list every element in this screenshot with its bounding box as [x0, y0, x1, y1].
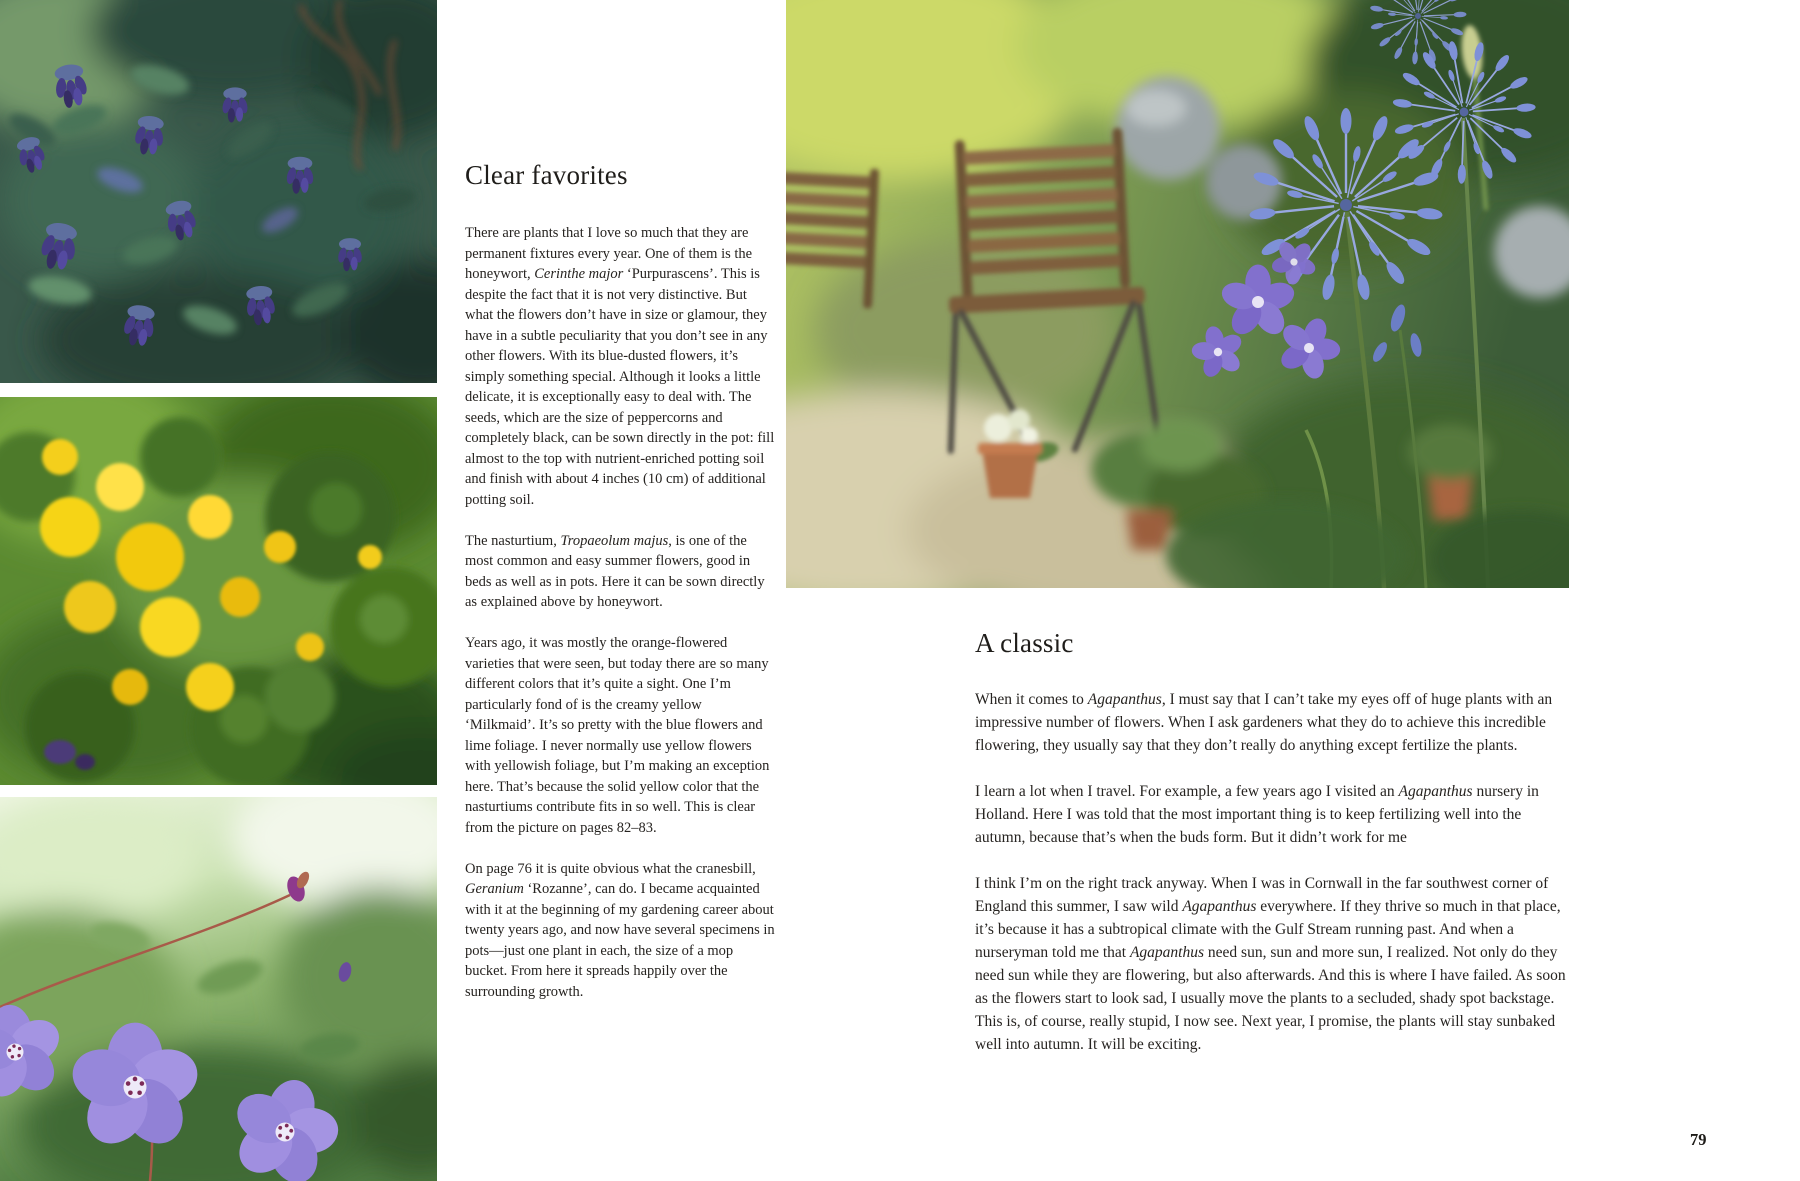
nasturtium-photo-illustration [0, 397, 437, 785]
latin-plant-name: Agapanthus [1087, 691, 1162, 708]
paragraph [975, 872, 1569, 1056]
text-run: , I must say that I can’t take my eyes off of huge plants with an impressive number of flowers. When I ask gardeners what they do to achieve this incredible flowering, they usually say that they don’t really do anything except fertilize the plants. [975, 691, 1553, 754]
text-run: When it comes to [975, 691, 1088, 708]
text-run: Years ago, it was mostly the orange-flowered varieties that were seen, but today there are so many different colors that it’s quite a sight. One I’m particularly fond of is the creamy yellow ‘Milkmaid’. It’s so pretty with the blue flowers and lime foliage. I never normally use yellow flowers with yellowish foliage, but I’m making an exception here. That’s because the solid yellow color that the nasturtiums contribute fits in so well. This is clear from the picture on pages 82–83. [465, 635, 770, 836]
text-run: On page 76 it is quite obvious what the cranesbill, [465, 860, 756, 877]
text-run: The nasturtium, [465, 532, 561, 549]
text-run: ‘Purpurascens’. This is despite the fact that it is not very distinctive. But what the flowers don’t have in size or glamour, they have in a subtle peculiarity that you don’t see in any other flowers. With its blue-dusted flowers, it’s simply something special. Although it looks a little delicate, it is exceptionally easy to deal with. The seeds, which are the size of peppercorns and completely black, can be sown directly in the pot: fill almost to the top with nutrient-enriched potting soil and finish with about 4 inches (10 cm) of additional potting soil. [465, 266, 775, 508]
paragraph [465, 223, 775, 510]
text-run: need sun, sun and more sun, I realized. Not only do they need sun while they are flowering, but also afterwards. And this is where I have failed. As soon as the flowers start to look sad, I usually move the plants to a secluded, shady spot backstage. This is, of course, really stupid, I now see. Next year, I promise, the plants will stay sunbaked well into autumn. It will be exciting. [975, 944, 1566, 1053]
text-run: I think I’m on the right track anyway. When I was in Cornwall in the far southwest corner of England this summer, I saw wild [975, 875, 1549, 915]
paragraph [975, 688, 1569, 757]
garden-photo-illustration [786, 0, 1569, 588]
latin-plant-name: Geranium [465, 881, 524, 897]
photo-garden-agapanthus [786, 0, 1569, 588]
text-run: , is one of the most common and easy summer flowers, good in beds as well as in pots. Here it can be sown directly as explained above by honeywort. [465, 532, 765, 610]
text-run: nursery in Holland. Here I was told that the most important thing is to keep fertilizing well into the autumn, because that’s when the buds form. But it didn’t work for me [975, 783, 1539, 846]
latin-plant-name: Agapanthus [1182, 898, 1257, 915]
right-article [975, 628, 1569, 1079]
latin-plant-name: Cerinthe major [534, 266, 624, 282]
photo-nasturtium [0, 397, 437, 785]
text-run: ‘Rozanne’, can do. I became acquainted with it at the beginning of my gardening career about twenty years ago, and now have several specimens in pots—just one plant in each, the size of a mop bucket. From here it spreads happily over the surrounding growth. [465, 881, 775, 1000]
page-number: 79 [1690, 1130, 1707, 1149]
text-run: I learn a lot when I travel. For example, a few years ago I visited an [975, 783, 1399, 800]
honeywort-photo-illustration [0, 0, 437, 383]
geranium-photo-illustration [0, 797, 437, 1181]
text-run: There are plants that I love so much that they are permanent fixtures every year. One of them is the honeywort, [465, 225, 753, 282]
photo-honeywort [0, 0, 437, 383]
right-body [975, 688, 1569, 1056]
text-run: everywhere. If they thrive so much in that place, it’s because it has a subtropical climate with the Gulf Stream running past. And when a nurseryman told me that [975, 898, 1561, 961]
left-heading: Clear favorites [465, 160, 628, 190]
latin-plant-name: Agapanthus [1398, 783, 1473, 800]
latin-plant-name: Tropaeolum majus [560, 532, 669, 549]
paragraph [465, 633, 775, 838]
right-heading: A classic [975, 628, 1074, 658]
paragraph [465, 859, 775, 1003]
paragraph [465, 531, 775, 613]
photo-geranium [0, 797, 437, 1181]
left-article [465, 160, 775, 1023]
paragraph [975, 780, 1569, 849]
latin-plant-name: Agapanthus [1129, 944, 1205, 961]
left-body [465, 223, 775, 1002]
